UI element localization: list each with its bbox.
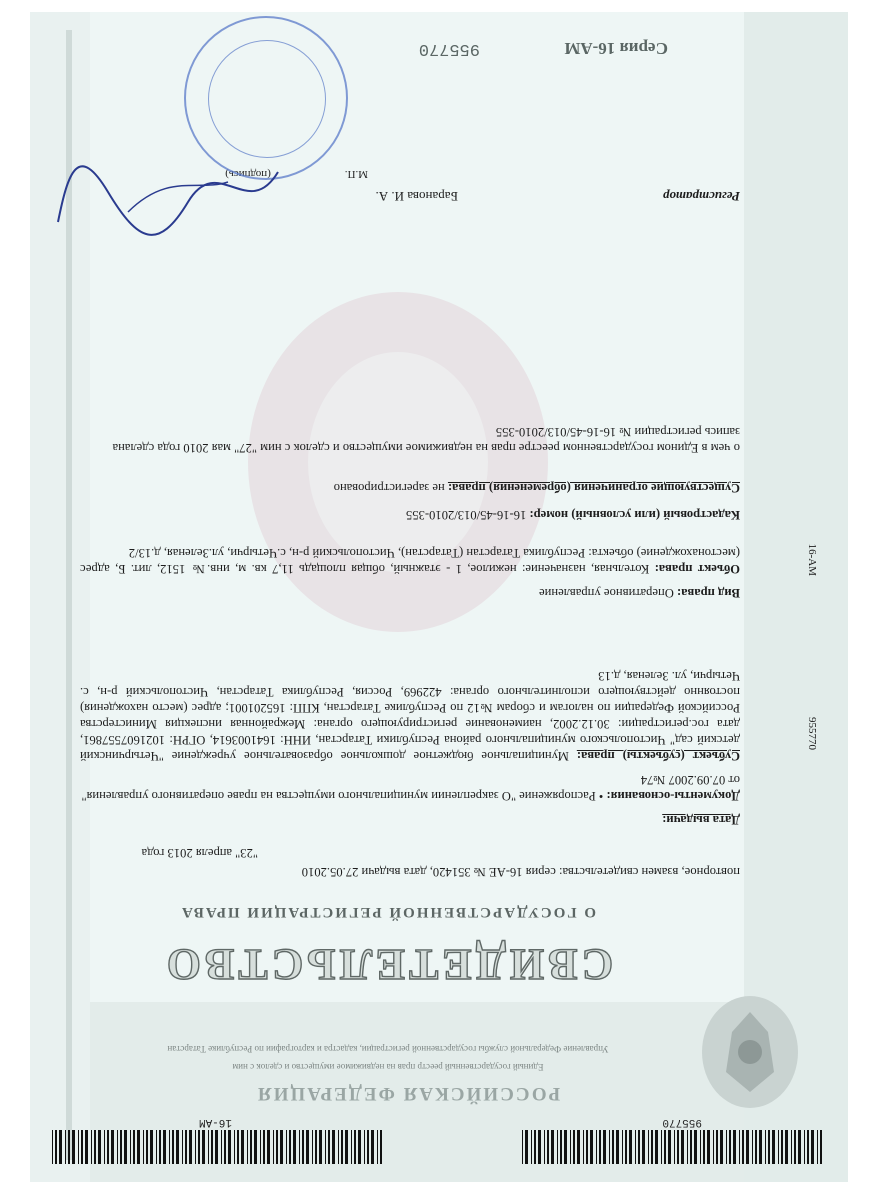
issue-date-label: Дата выдачи: <box>662 813 740 827</box>
rights-object-label: Объект права: <box>654 562 740 576</box>
cadastral-number-value: 16-16-45/013/2010-355 <box>405 508 527 522</box>
stamp-place-label: М.П. <box>344 168 368 180</box>
documents-basis-text: • Распоряжение "О закреплении муниципального имущества на праве оперативного управления" от 07.09.2007 №74 <box>81 773 740 803</box>
rights-subject-text: Муниципальное бюджетное дошкольное образовательное учреждение "Четырчинский детский сад" Чистопольского муниципального района Республики Татарстан, ИНН: 1641003614, ОГРН: 1021607557861, дата гос.регистрации: 30.12.2002, наименование регистрирующего органа: Межрайонная инспекция Министерства Российской Федерации по налогам и сборам №12 по Республике Татарстан, КПП: 165201001; адрес (место нахождения) постоянно действующего исполнительного органа: 422969, Россия, Республика Татарстан, Чистопольский р-н, с. Четырчи, ул. Зеленая, д.13 <box>80 669 740 763</box>
handwritten-signature-icon <box>48 142 288 262</box>
right-type-value: Оперативное управление <box>539 586 674 600</box>
reissue-text: повторное, взамен свидетельства: серия 16-АЕ № 351420, дата выдачи 27.05.2010 <box>301 865 740 879</box>
encumbrances <box>80 480 740 496</box>
issue-date <box>662 812 740 827</box>
reissue-line <box>80 864 740 880</box>
federation-title: РОССИЙСКАЯ ФЕДЕРАЦИЯ <box>255 1083 561 1104</box>
barcode-right <box>52 1130 382 1164</box>
right-type <box>80 585 740 600</box>
certificate-subtitle: О ГОСУДАРСТВЕННОЙ РЕГИСТРАЦИИ ПРАВА <box>180 904 597 920</box>
barcode-right-label: 16-АМ <box>198 1116 232 1128</box>
barcode-left <box>522 1130 822 1164</box>
rights-subject <box>80 668 740 764</box>
registry-title: Единый государственный реестр прав на недвижимое имущество и сделок с ним <box>232 1062 544 1072</box>
right-type-label: Вид права: <box>676 586 740 600</box>
documents-basis <box>80 772 740 804</box>
coat-of-arms-icon <box>696 992 804 1112</box>
certificate-sheet <box>30 12 848 1182</box>
signature-hint: (подпись) <box>225 168 271 180</box>
encumbrances-value: не зарегистрировано <box>333 481 445 495</box>
registrar-name: Баранова И. А. <box>375 189 458 204</box>
barcode-left-label: 955770 <box>662 1116 702 1128</box>
official-seal-inner-icon <box>208 40 326 158</box>
issue-date-value: "23" апреля 2013 года <box>141 846 258 860</box>
documents-basis-label: Документы-основания: <box>606 789 740 803</box>
side-number: 955770 <box>806 717 818 750</box>
cadastral-number <box>80 507 740 522</box>
series-label: Серия 16-АМ <box>564 39 668 58</box>
side-series: 16-АМ <box>806 543 818 576</box>
rights-object <box>80 545 740 577</box>
series-number: 955770 <box>418 39 480 58</box>
certificate-title: СВИДЕТЕЛЬСТВО <box>162 940 614 989</box>
registrar-label: Регистратор <box>662 189 740 204</box>
rights-subject-label: Субъект (субъекты) права: <box>576 749 740 763</box>
department-title: Управление Федеральной службы государственной регистрации, кадастра и картографии по Республике Татарстан <box>167 1044 609 1054</box>
rights-object-text: Котельная, назначение: нежилое, 1 - этажный, общая площадь 11,7 кв. м, инв.№ 1512, лит. Б, адрес (местонахождение) объекта: Республика Татарстан (Татарстан), Чистопольский р-н, с.Четырчи, ул.Зеленая, д.13/2 <box>80 546 740 576</box>
encumbrances-label: Существующие ограничения (обременения) права: <box>447 481 740 495</box>
cadastral-number-label: Кадастровый (или условный) номер: <box>529 508 740 522</box>
barcode-row <box>52 1116 822 1164</box>
registration-record: о чем в Едином государственном реестре прав на недвижимое имущество и сделок с ним "27" мая 2010 года сделана запись регистрации № 16-16-45/013/2010-355 <box>112 425 740 455</box>
